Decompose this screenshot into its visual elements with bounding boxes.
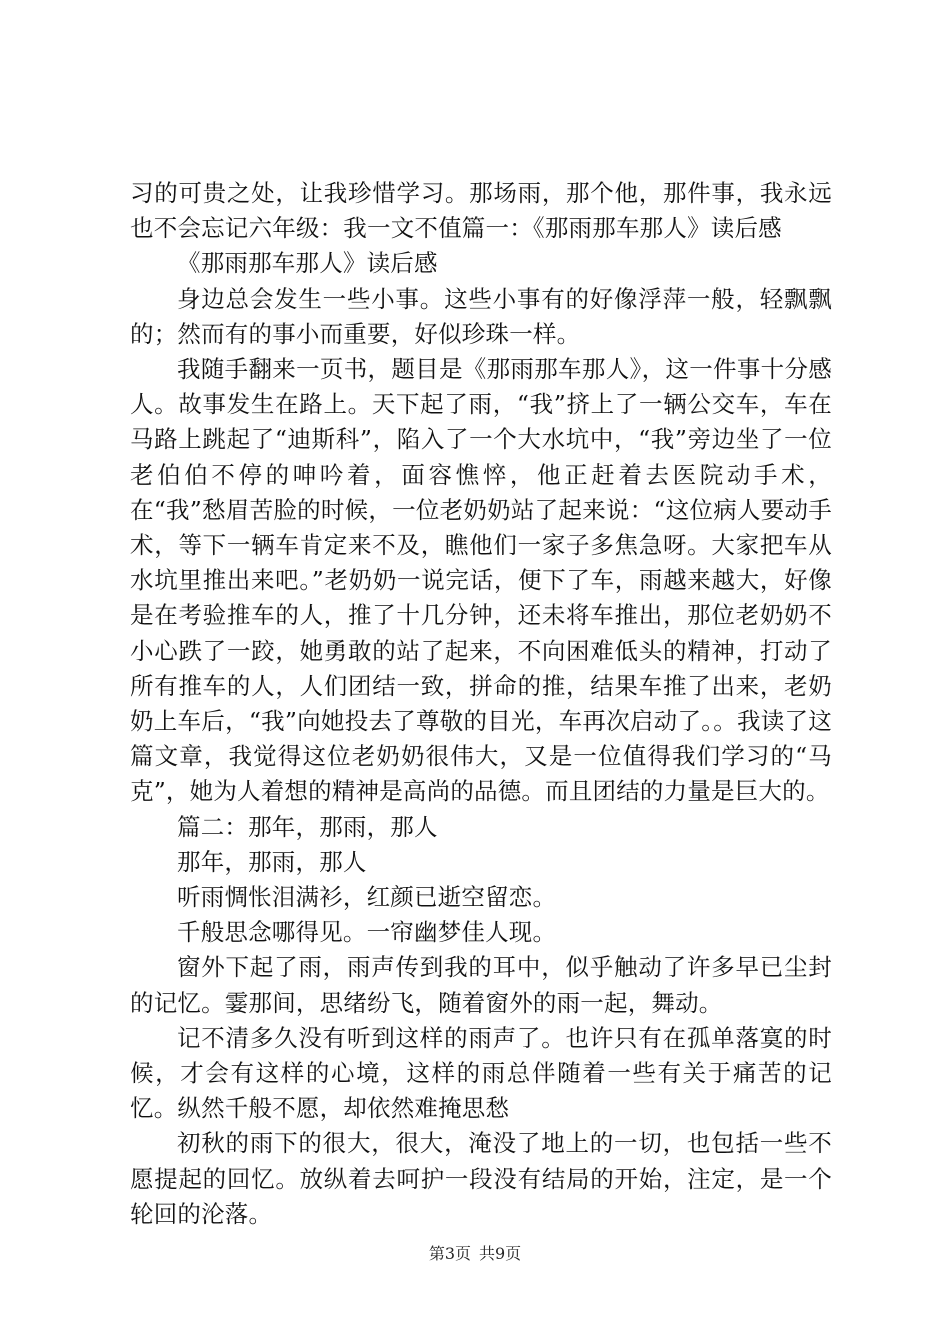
document-body: [130, 176, 832, 1232]
paragraph: 《那雨那车那人》读后感: [177, 249, 438, 278]
paragraph: 千般思念哪得见。一帘幽梦佳人现。: [177, 918, 557, 947]
paragraph: 身边总会发生一些小事。这些小事有的好像浮萍一般，轻飘飘的；然而有的事小而重要，好似珍珠一样。: [130, 284, 832, 348]
paragraph: 习的可贵之处，让我珍惜学习。那场雨，那个他，那件事，我永远也不会忘记六年级：我一文不值篇一：《那雨那车那人》读后感: [130, 179, 832, 243]
page-total: 共9页: [479, 1244, 522, 1263]
paragraph: 窗外下起了雨，雨声传到我的耳中，似乎触动了许多早已尘封的记忆。霎那间，思绪纷飞，随着窗外的雨一起，舞动。: [130, 953, 832, 1017]
paragraph: 记不清多久没有听到这样的雨声了。也许只有在孤单落寞的时候，才会有这样的心境，这样的雨总伴随着一些有关于痛苦的记忆。纵然千般不愿，却依然难掩思愁: [130, 1023, 832, 1123]
page-footer: [0, 1244, 950, 1264]
paragraph: 初秋的雨下的很大，很大，淹没了地上的一切，也包括一些不愿提起的回忆。放纵着去呵护一段没有结局的开始，注定，是一个轮回的沦落。: [130, 1129, 832, 1228]
paragraph: 听雨惆怅泪满衫，红颜已逝空留恋。: [177, 883, 557, 912]
paragraph: 那年，那雨，那人: [177, 847, 367, 876]
paragraph: 我随手翻来一页书，题目是《那雨那车那人》，这一件事十分感人。故事发生在路上。天下起了雨，“我”挤上了一辆公交车，车在马路上跳起了“迪斯科”，陷入了一个大水坑中，“我”旁边坐了一位老伯伯不停的呻吟着，面容憔悴，他正赶着去医院动手术，在“我”愁眉苦脸的时候，一位老奶奶站了起来说：“这位病人要动手术，等下一辆车肯定来不及，瞧他们一家子多焦急呀。大家把车从水坑里推出来吧。”老奶奶一说完话，便下了车，雨越来越大，好像是在考验推车的人，推了十几分钟，还未将车推出，那位老奶奶不小心跌了一跤，她勇敢的站了起来，不向困难低头的精神，打动了所有推车的人，人们团结一致，拼命的推，结果车推了出来，老奶奶上车后，“我”向她投去了尊敬的目光，车再次启动了。。我读了这篇文章，我觉得这位老奶奶很伟大，又是一位值得我们学习的“马克”，她为人着想的精神是高尚的品德。而且团结的力量是巨大的。: [130, 355, 832, 806]
page-number: 第3页: [428, 1244, 471, 1263]
paragraph: 篇二：那年，那雨，那人: [177, 812, 438, 841]
